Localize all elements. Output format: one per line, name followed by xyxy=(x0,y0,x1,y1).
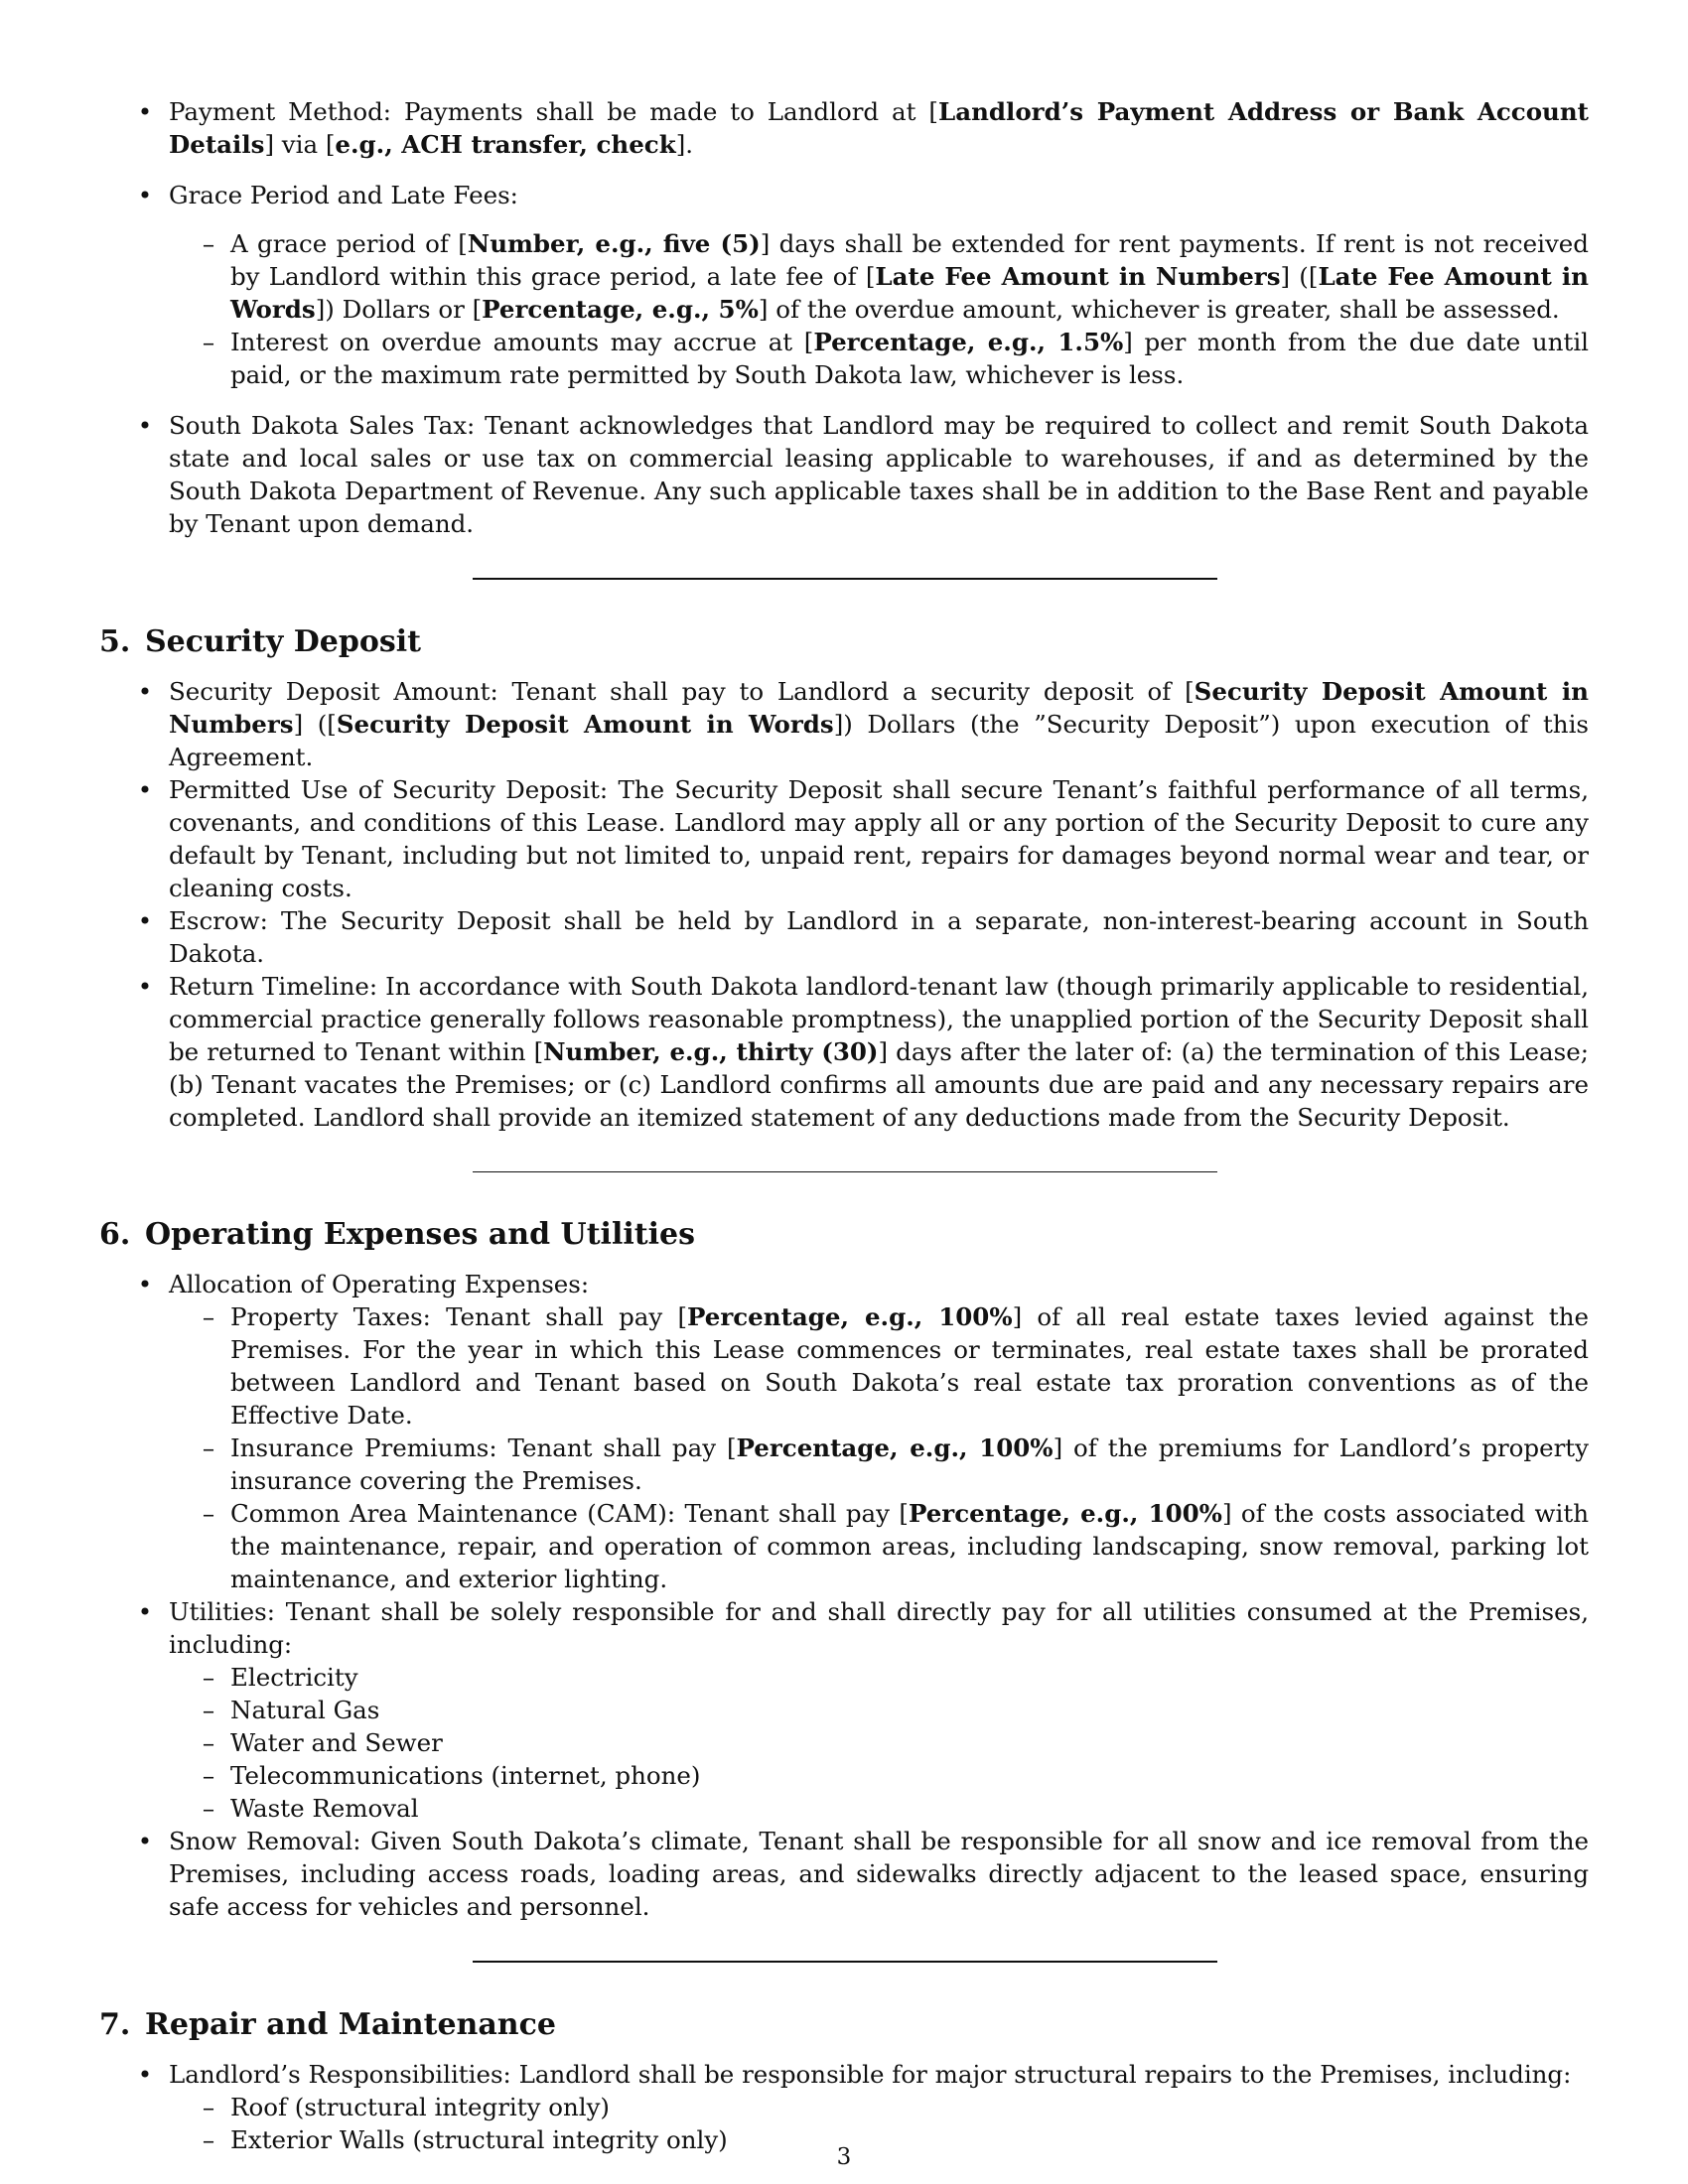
permitted-use-item: • Permitted Use of Security Deposit: The Security Deposit shall secure Tenant’s faithful performance of all terms, covenants, and conditions of this Lease. Landlord may apply all or any portion of the Security Deposit to cure any default by Tenant, including but not limited to, unpaid rent, repairs for damages beyond normal wear and tear, or cleaning costs. xyxy=(99,773,1589,904)
responsibility-subitem: – Roof (structural integrity only) xyxy=(169,2091,1589,2123)
rent-terms-list xyxy=(99,95,1589,540)
payment-method-item: • Payment Method: Payments shall be made to Landlord at [Landlord’s Payment Address or Bank Account Details] via [e.g., ACH transfer, check]. xyxy=(99,95,1589,161)
section-divider xyxy=(473,1171,1217,1172)
grace-period-item: • Grace Period and Late Fees: – A grace period of [Number, e.g., five (5)] days shall be extended for rent payments. If rent is not received by Landlord within this grace period, a late fee of [Late Fee Amount in Numbers] ([Late Fee Amount in Words]) Dollars or [Percentage, e.g., 5%] of the overdue amount, whichever is greater, shall be assessed. – Interest on overdue amounts may accrue at [Percentage, e.g., 1.5%] per month from the due date until paid, or the maximum rate permitted by South Dakota law, whichever is less. xyxy=(99,179,1589,391)
dash: – xyxy=(202,1663,215,1692)
placeholder-field: Percentage, e.g., 100% xyxy=(736,1433,1054,1462)
bullet: • xyxy=(137,1827,153,1855)
dash: – xyxy=(202,1794,215,1823)
interest-subitem: – Interest on overdue amounts may accrue at [Percentage, e.g., 1.5%] per month from the due date until paid, or the maximum rate permitted by South Dakota law, whichever is less. xyxy=(169,326,1589,391)
placeholder-field: Percentage, e.g., 100% xyxy=(908,1499,1222,1528)
grace-period-sublist xyxy=(169,227,1589,391)
escrow-item: • Escrow: The Security Deposit shall be held by Landlord in a separate, non-interest-bearing account in South Dakota. xyxy=(99,904,1589,970)
bullet: • xyxy=(137,181,153,209)
placeholder-field: Landlord’s Payment Address or Bank Account Details xyxy=(169,97,1589,159)
placeholder-field: Late Fee Amount in Words xyxy=(230,262,1589,324)
bullet: • xyxy=(137,411,153,440)
placeholder-field: e.g., ACH transfer, check xyxy=(335,130,676,159)
dash: – xyxy=(202,1728,215,1757)
operating-expenses-list xyxy=(99,1268,1589,1923)
bullet: • xyxy=(137,2060,153,2089)
utility-subitem: – Natural Gas xyxy=(169,1694,1589,1726)
grace-period-subitem: – A grace period of [Number, e.g., five (5)] days shall be extended for rent payments. If rent is not received by Landlord within this grace period, a late fee of [Late Fee Amount in Numbers] ([Late Fee Amount in Words]) Dollars or [Percentage, e.g., 5%] of the overdue amount, whichever is greater, shall be assessed. xyxy=(169,227,1589,326)
page-number: 3 xyxy=(836,2144,852,2170)
snow-removal-item: • Snow Removal: Given South Dakota’s climate, Tenant shall be responsible for all snow and ice removal from the Premises, including access roads, loading areas, and sidewalks directly adjacent to the leased space, ensuring safe access for vehicles and personnel. xyxy=(99,1825,1589,1923)
dash: – xyxy=(202,1302,215,1331)
bullet: • xyxy=(137,906,153,935)
bullet: • xyxy=(137,775,153,804)
dash: – xyxy=(202,2093,215,2121)
utility-subitem: – Waste Removal xyxy=(169,1792,1589,1825)
utilities-item: • Utilities: Tenant shall be solely responsible for and shall directly pay for all utilities consumed at the Premises, including: – Electricity – Natural Gas – Water and Sewer – Telecommunications (internet, phone) – Waste Removal xyxy=(99,1595,1589,1825)
section-heading-security-deposit: 5. Security Deposit xyxy=(99,624,421,659)
dash: – xyxy=(202,229,215,258)
placeholder-field: Security Deposit Amount in Numbers xyxy=(169,677,1589,739)
repair-maintenance-list xyxy=(99,2058,1589,2156)
bullet: • xyxy=(137,677,153,706)
placeholder-field: Percentage, e.g., 1.5% xyxy=(813,328,1124,356)
placeholder-field: Late Fee Amount in Numbers xyxy=(875,262,1281,291)
utilities-sublist xyxy=(169,1661,1589,1825)
return-timeline-item: • Return Timeline: In accordance with South Dakota landlord-tenant law (though primarily applicable to residential, commercial practice generally follows reasonable promptness), the unapplied portion of the Security Deposit shall be returned to Tenant within [Number, e.g., thirty (30)] days after the later of: (a) the termination of this Lease; (b) Tenant vacates the Premises; or (c) Landlord confirms all amounts due are paid and any necessary repairs are completed. Landlord shall provide an itemized statement of any deductions made from the Security Deposit. xyxy=(99,970,1589,1134)
sales-tax-item: • South Dakota Sales Tax: Tenant acknowledges that Landlord may be required to collect and remit South Dakota state and local sales or use tax on commercial leasing applicable to warehouses, if and as determined by the South Dakota Department of Revenue. Any such applicable taxes shall be in addition to the Base Rent and payable by Tenant upon demand. xyxy=(99,409,1589,540)
dash: – xyxy=(202,1761,215,1790)
insurance-subitem: – Insurance Premiums: Tenant shall pay [Percentage, e.g., 100%] of the premiums for Landlord’s property insurance covering the Premises. xyxy=(169,1432,1589,1497)
section-divider xyxy=(473,578,1217,580)
utility-subitem: – Water and Sewer xyxy=(169,1726,1589,1759)
allocation-item: • Allocation of Operating Expenses: – Property Taxes: Tenant shall pay [Percentage, e.g., 100%] of all real estate taxes levied against the Premises. For the year in which this Lease commences or terminates, real estate taxes shall be prorated between Landlord and Tenant based on South Dakota’s real estate tax proration conventions as of the Effective Date. – Insurance Premiums: Tenant shall pay [Percentage, e.g., 100%] of the premiums for Landlord’s property insurance covering the Premises. – Common Area Maintenance (CAM): Tenant shall pay [Percentage, e.g., 100%] of the costs associated with the maintenance, repair, and operation of common areas, including landscaping, snow removal, parking lot maintenance, and exterior lighting. xyxy=(99,1268,1589,1595)
bullet: • xyxy=(137,1270,153,1298)
section-divider xyxy=(473,1961,1217,1963)
placeholder-field: Percentage, e.g., 5% xyxy=(482,295,759,324)
utility-subitem: – Electricity xyxy=(169,1661,1589,1694)
document-page xyxy=(99,95,1589,2156)
placeholder-field: Percentage, e.g., 100% xyxy=(687,1302,1013,1331)
bullet: • xyxy=(137,1597,153,1626)
dash: – xyxy=(202,2125,215,2154)
dash: – xyxy=(202,1499,215,1528)
dash: – xyxy=(202,328,215,356)
dash: – xyxy=(202,1433,215,1462)
bullet: • xyxy=(137,972,153,1001)
landlord-responsibilities-item: • Landlord’s Responsibilities: Landlord shall be responsible for major structural repairs to the Premises, including: – Roof (structural integrity only) – Exterior Walls (structural integrity only) xyxy=(99,2058,1589,2156)
property-taxes-subitem: – Property Taxes: Tenant shall pay [Percentage, e.g., 100%] of all real estate taxes levied against the Premises. For the year in which this Lease commences or terminates, real estate taxes shall be prorated between Landlord and Tenant based on South Dakota’s real estate tax proration conventions as of the Effective Date. xyxy=(169,1300,1589,1432)
bullet: • xyxy=(137,97,153,126)
placeholder-field: Security Deposit Amount in Words xyxy=(336,710,834,739)
section-heading-repair-maintenance: 7. Repair and Maintenance xyxy=(99,2007,556,2042)
placeholder-field: Number, e.g., thirty (30) xyxy=(543,1037,879,1066)
dash: – xyxy=(202,1696,215,1724)
security-deposit-amount-item: • Security Deposit Amount: Tenant shall pay to Landlord a security deposit of [Security Deposit Amount in Numbers] ([Security Deposit Amount in Words]) Dollars (the ”Security Deposit”) upon execution of this Agreement. xyxy=(99,675,1589,773)
section-heading-operating-expenses: 6. Operating Expenses and Utilities xyxy=(99,1217,695,1252)
utility-subitem: – Telecommunications (internet, phone) xyxy=(169,1759,1589,1792)
security-deposit-list xyxy=(99,675,1589,1134)
responsibility-subitem: – Exterior Walls (structural integrity only) xyxy=(169,2123,1589,2156)
placeholder-field: Number, e.g., five (5) xyxy=(467,229,761,258)
allocation-sublist xyxy=(169,1300,1589,1595)
cam-subitem: – Common Area Maintenance (CAM): Tenant shall pay [Percentage, e.g., 100%] of the costs associated with the maintenance, repair, and operation of common areas, including landscaping, snow removal, parking lot maintenance, and exterior lighting. xyxy=(169,1497,1589,1595)
